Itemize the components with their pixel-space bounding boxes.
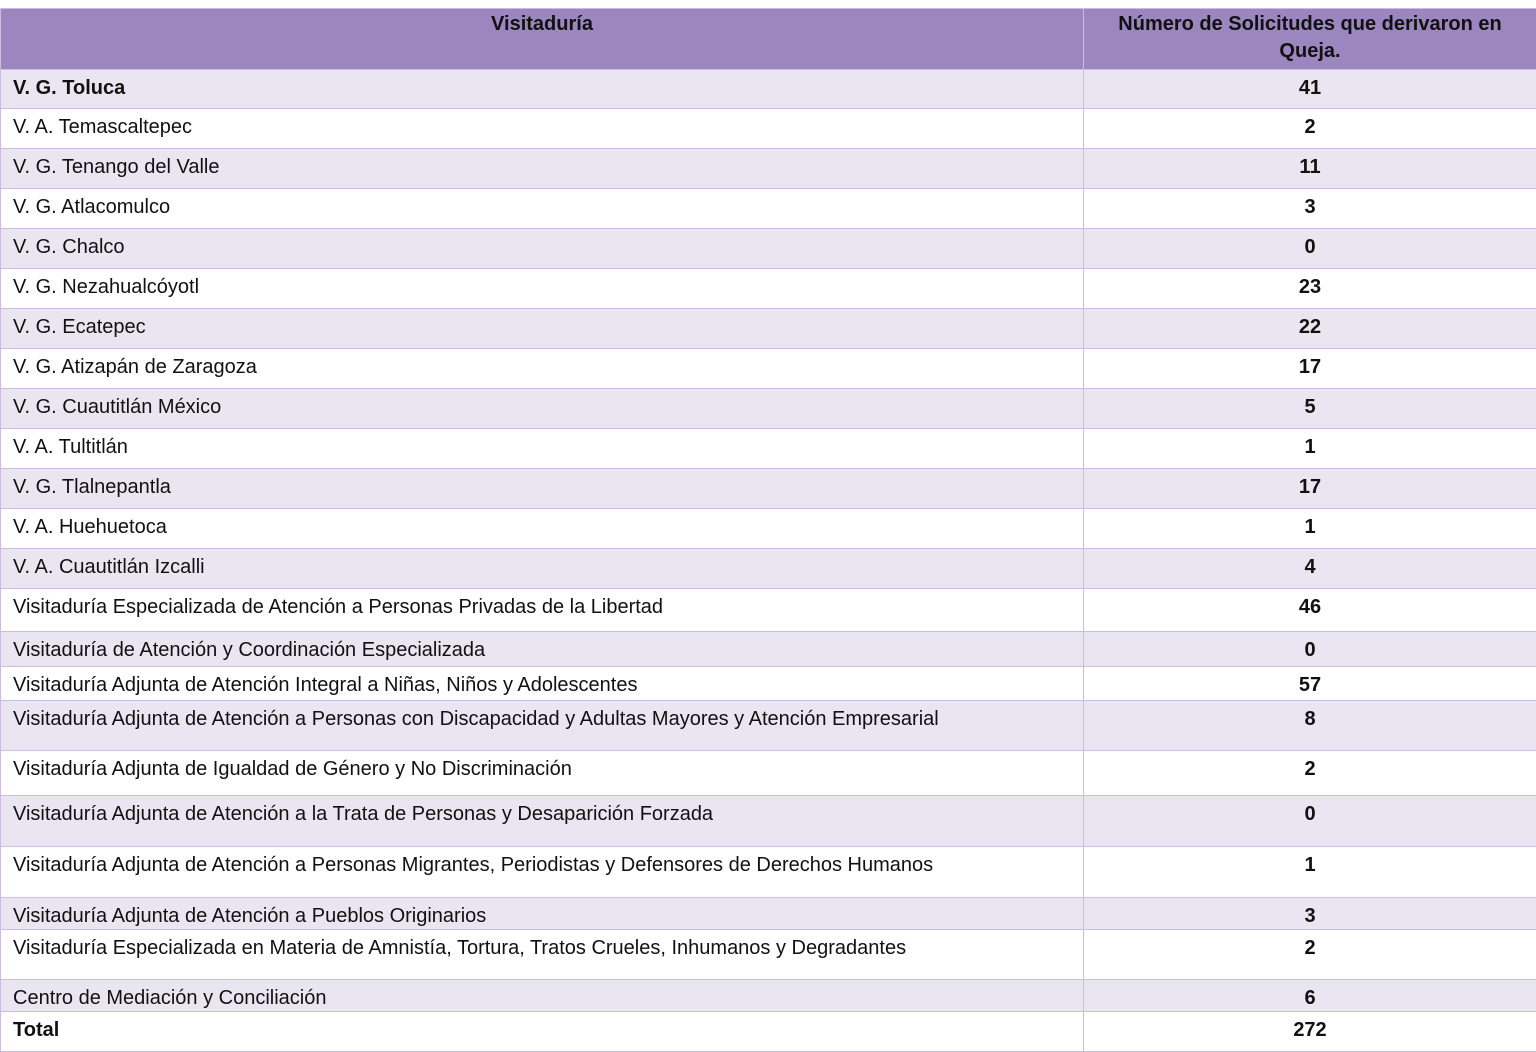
visitaduria-name: V. A. Cuautitlán Izcalli (1, 549, 1084, 589)
solicitudes-count: 17 (1084, 349, 1536, 389)
table-row (1, 70, 1536, 109)
solicitudes-count: 1 (1084, 847, 1536, 898)
table-container (0, 8, 1536, 1052)
solicitudes-count: 22 (1084, 309, 1536, 349)
visitaduria-name: V. G. Tenango del Valle (1, 149, 1084, 189)
visitaduria-name: Visitaduría Adjunta de Atención a la Trata de Personas y Desaparición Forzada (1, 796, 1084, 847)
solicitudes-count: 1 (1084, 429, 1536, 469)
table-row (1, 189, 1536, 229)
solicitudes-count: 23 (1084, 269, 1536, 309)
table-row (1, 429, 1536, 469)
table-row (1, 309, 1536, 349)
total-value: 272 (1084, 1012, 1536, 1052)
table-row (1, 847, 1536, 898)
total-label: Total (1, 1012, 1084, 1052)
visitaduria-name: V. A. Huehuetoca (1, 509, 1084, 549)
table-row (1, 149, 1536, 189)
table-row (1, 549, 1536, 589)
table-row (1, 109, 1536, 149)
solicitudes-count: 0 (1084, 632, 1536, 667)
table-row (1, 269, 1536, 309)
visitaduria-name: V. G. Tlalnepantla (1, 469, 1084, 509)
solicitudes-count: 2 (1084, 751, 1536, 796)
visitaduria-name: Visitaduría Especializada de Atención a Personas Privadas de la Libertad (1, 589, 1084, 632)
solicitudes-count: 57 (1084, 667, 1536, 701)
visitaduria-name: V. G. Ecatepec (1, 309, 1084, 349)
table-row (1, 229, 1536, 269)
visitaduria-name: V. A. Temascaltepec (1, 109, 1084, 149)
table-row (1, 389, 1536, 429)
table-row (1, 349, 1536, 389)
visitaduria-name: V. G. Cuautitlán México (1, 389, 1084, 429)
solicitudes-count: 0 (1084, 229, 1536, 269)
solicitudes-count: 11 (1084, 149, 1536, 189)
solicitudes-count: 46 (1084, 589, 1536, 632)
solicitudes-count: 2 (1084, 109, 1536, 149)
table-row (1, 980, 1536, 1012)
visitaduria-name: Visitaduría de Atención y Coordinación Especializada (1, 632, 1084, 667)
visitaduria-name: Centro de Mediación y Conciliación (1, 980, 1084, 1012)
table-row (1, 589, 1536, 632)
table-row (1, 509, 1536, 549)
visitaduria-name: V. A. Tultitlán (1, 429, 1084, 469)
table-row (1, 667, 1536, 701)
solicitudes-count: 6 (1084, 980, 1536, 1012)
table-row (1, 796, 1536, 847)
header-visitaduria: Visitaduría (1, 9, 1084, 70)
visitaduria-name: Visitaduría Adjunta de Igualdad de Género y No Discriminación (1, 751, 1084, 796)
table-row (1, 469, 1536, 509)
table-row (1, 898, 1536, 930)
solicitudes-count: 8 (1084, 701, 1536, 751)
solicitudes-count: 0 (1084, 796, 1536, 847)
solicitudes-count: 41 (1084, 70, 1536, 109)
table-header-row (1, 9, 1536, 70)
complaints-table (0, 8, 1536, 1052)
visitaduria-name: V. G. Toluca (1, 70, 1084, 109)
visitaduria-name: V. G. Atlacomulco (1, 189, 1084, 229)
visitaduria-name: Visitaduría Adjunta de Atención a Personas Migrantes, Periodistas y Defensores de Derechos Humanos (1, 847, 1084, 898)
solicitudes-count: 17 (1084, 469, 1536, 509)
visitaduria-name: Visitaduría Adjunta de Atención a Pueblos Originarios (1, 898, 1084, 930)
visitaduria-name: V. G. Nezahualcóyotl (1, 269, 1084, 309)
table-row (1, 751, 1536, 796)
solicitudes-count: 3 (1084, 189, 1536, 229)
solicitudes-count: 4 (1084, 549, 1536, 589)
solicitudes-count: 3 (1084, 898, 1536, 930)
table-row (1, 632, 1536, 667)
table-body (1, 70, 1536, 1052)
solicitudes-count: 1 (1084, 509, 1536, 549)
visitaduria-name: Visitaduría Especializada en Materia de Amnistía, Tortura, Tratos Crueles, Inhumanos y Degradantes (1, 930, 1084, 980)
header-solicitudes: Número de Solicitudes que derivaron en Queja. (1084, 9, 1536, 70)
visitaduria-name: Visitaduría Adjunta de Atención Integral a Niñas, Niños y Adolescentes (1, 667, 1084, 701)
table-row (1, 701, 1536, 751)
solicitudes-count: 5 (1084, 389, 1536, 429)
solicitudes-count: 2 (1084, 930, 1536, 980)
visitaduria-name: V. G. Chalco (1, 229, 1084, 269)
visitaduria-name: Visitaduría Adjunta de Atención a Personas con Discapacidad y Adultas Mayores y Atención Empresarial (1, 701, 1084, 751)
visitaduria-name: V. G. Atizapán de Zaragoza (1, 349, 1084, 389)
table-row (1, 930, 1536, 980)
